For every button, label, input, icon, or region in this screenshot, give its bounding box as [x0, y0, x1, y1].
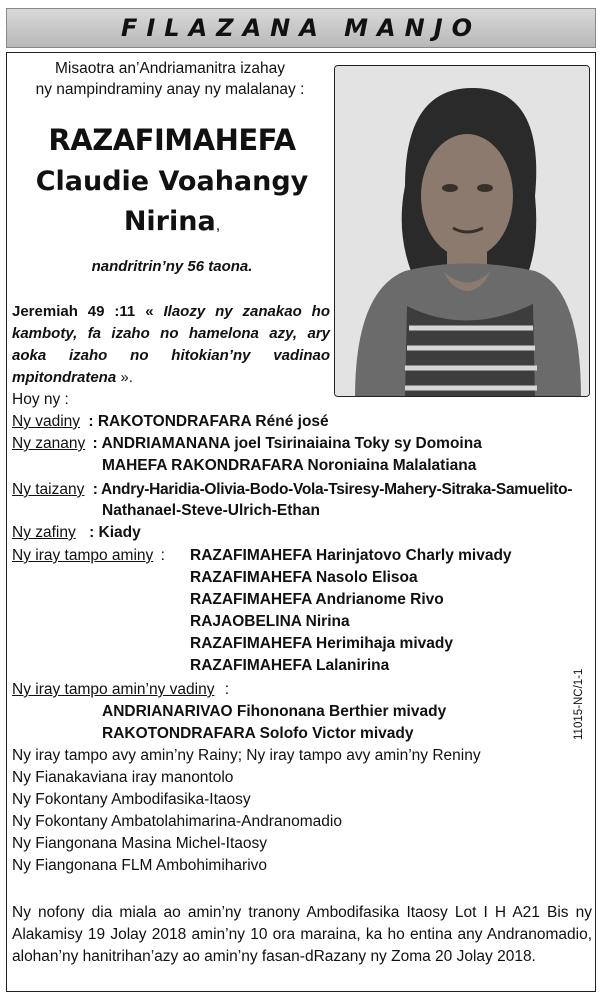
deceased-given-1: Claudie Voahangy: [35, 166, 309, 197]
sibling-item: RAZAFIMAHEFA Herimihaja mivady: [190, 635, 453, 652]
great-grandchildren-row: [12, 522, 141, 544]
sibling-item: RAZAFIMAHEFA Nasolo Elisoa: [190, 569, 418, 586]
mourner-line: Ny Fokontany Ambodifasika-Itaosy: [12, 791, 251, 808]
grandchildren-line-2: Nathanael-Steve-Ulrich-Ethan: [102, 502, 320, 519]
spouse-label: Ny vadiny: [12, 413, 81, 430]
sibling-item: RAJAOBELINA Nirina: [190, 613, 350, 630]
siblings-colon: :: [160, 547, 165, 564]
spouse-row: [12, 411, 329, 433]
ad-reference: 11015-NC/1-1: [573, 668, 585, 740]
children-line-1: : ANDRIAMANANA joel Tsirinaiaina Toky sy Domoina: [92, 435, 482, 452]
intro-line-1: Misaotra an’Andriamanitra izahay: [54, 60, 286, 77]
verse-text: Ilaozy ny zanakao ho kamboty, fa izaho no hamelona azy, ary aoka izaho no hitokian’ny vadinao mpitondratena: [12, 303, 330, 386]
header-banner: [6, 8, 596, 48]
great-grandchildren-label: Ny zafiny: [12, 524, 76, 541]
spouse-siblings-row: [12, 679, 229, 701]
spouse-sibling-item: ANDRIANARIVAO Fihononana Berthier mivady: [102, 703, 447, 720]
portrait-illustration: [335, 66, 590, 397]
mourner-line: Ny Fokontany Ambatolahimarina-Andranomadio: [12, 813, 342, 830]
grandchildren-row: [12, 479, 572, 501]
deceased-surname: RAZAFIMAHEFA: [48, 123, 296, 157]
sibling-item: RAZAFIMAHEFA Andrianome Rivo: [190, 591, 444, 608]
grandchildren-line-1: : Andry-Haridia-Olivia-Bodo-Vola-Tsiresy-Mahery-Sitraka-Samuelito-: [92, 481, 573, 498]
siblings-label: Ny iray tampo aminy: [12, 547, 154, 564]
deceased-given-2: Nirina: [123, 206, 216, 237]
siblings-list: [190, 545, 512, 677]
funeral-details: Ny nofony dia miala ao amin’ny tranony Ambodifasika Itaosy Lot I H A21 Bis ny Alakamisy 19 Jolay 2018 amin’ny 10 ora maraina, ka ho entina any Andranomadio, alohan’ny hanitrihan’azy ao amin’ny fasan-dRazany ny Zoma 20 Jolay 2018.: [12, 904, 592, 965]
sibling-item: RAZAFIMAHEFA Harinjatovo Charly mivady: [190, 547, 512, 564]
intro-line-2: ny nampindraminy anay ny malalanay :: [35, 81, 305, 98]
spouse-siblings-list: [102, 701, 446, 745]
bible-verse: [12, 301, 330, 389]
spouse-name: : RAKOTONDRAFARA Réné josé: [88, 413, 329, 430]
children-row: [12, 433, 482, 455]
spouse-siblings-label: Ny iray tampo amin’ny vadiny: [12, 681, 215, 698]
verse-close-quote: ».: [120, 369, 133, 386]
verse-open-quote: «: [145, 303, 154, 320]
other-mourners: [12, 745, 481, 877]
sibling-item: RAZAFIMAHEFA Lalanirina: [190, 657, 390, 674]
mourner-line: Ny Fianakaviana iray manontolo: [12, 769, 234, 786]
mourner-line: Ny Fiangonana Masina Michel-Itaosy: [12, 835, 268, 852]
deceased-name: [14, 118, 330, 246]
header-title: FILAZANA MANJO: [120, 14, 482, 42]
deceased-age: nandritrin’ny 56 taona.: [91, 258, 253, 275]
portrait-photo: [334, 65, 590, 397]
intro: [20, 58, 320, 100]
spouse-sibling-item: RAKOTONDRAFARA Solofo Victor mivady: [102, 725, 414, 742]
mourner-line: Ny Fiangonana FLM Ambohimiharivo: [12, 857, 268, 874]
mourner-line: Ny iray tampo avy amin’ny Rainy; Ny iray tampo avy amin’ny Reniny: [12, 747, 481, 764]
family-intro: Hoy ny :: [12, 391, 69, 408]
verse-reference: Jeremiah 49 :11: [12, 303, 136, 320]
spouse-siblings-colon: :: [224, 681, 230, 698]
children-line-2: MAHEFA RAKONDRAFARA Noroniaina Malalatiana: [102, 457, 477, 474]
children-label: Ny zanany: [12, 435, 86, 452]
great-grandchildren-name: : Kiady: [89, 524, 141, 541]
grandchildren-label: Ny taizany: [12, 481, 85, 498]
siblings-row: [12, 545, 165, 567]
deceased-comma: ,: [215, 217, 221, 234]
